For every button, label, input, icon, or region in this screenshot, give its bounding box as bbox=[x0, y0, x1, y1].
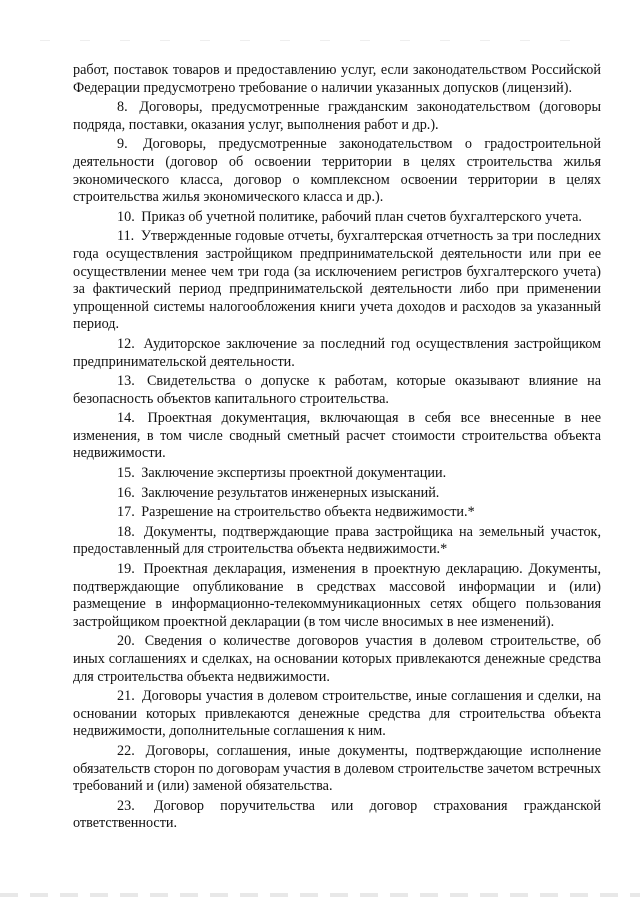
paragraph-text: Сведения о количестве договоров участия в долевом строительстве, об иных соглашениях и сделках, на основании которых привлекаются денежные средства для строительства объекта недвижимости. bbox=[73, 633, 602, 685]
paragraph-text: Утвержденные годовые отчеты, бухгалтерская отчетность за три последних года осуществления застройщиком предпринимательской деятельности или при ее осуществлении менее чем три года (за исключением регистров бухгалтерского учета) за фактический период предпринимательской деятельности либо при применении упрощенной системы налогообложения книги учета доходов и расходов за указанный период. bbox=[73, 228, 602, 333]
paragraph-number: 20. bbox=[117, 633, 135, 650]
paragraph-number: 10. bbox=[117, 208, 135, 225]
paragraph-number: 13. bbox=[117, 373, 135, 390]
document-body bbox=[73, 62, 601, 835]
paragraph-number: 19. bbox=[117, 561, 135, 578]
paragraph-number: 18. bbox=[117, 523, 135, 540]
paragraph-8 bbox=[73, 99, 601, 134]
paragraph-15 bbox=[73, 465, 601, 483]
paragraph-number: 17. bbox=[117, 504, 135, 521]
paragraph-number: 9. bbox=[117, 136, 128, 153]
paragraph-number: 12. bbox=[117, 335, 135, 352]
paragraph-19 bbox=[73, 561, 601, 631]
paragraph-number: 14. bbox=[117, 410, 135, 427]
paragraph-10 bbox=[73, 209, 601, 227]
paragraph-23 bbox=[73, 798, 601, 833]
paragraph-13 bbox=[73, 373, 601, 408]
paragraph-text: Документы, подтверждающие права застройщика на земельный участок, предоставленный для строительства объекта недвижимости.* bbox=[73, 523, 601, 558]
paragraph-text: Свидетельства о допуске к работам, которые оказывают влияние на безопасность объектов капитального строительства. bbox=[73, 373, 602, 407]
paragraph-number: 8. bbox=[117, 99, 128, 116]
paragraph-17 bbox=[73, 504, 601, 522]
paragraph-text: Аудиторское заключение за последний год осуществления застройщиком предпринимательской деятельности. bbox=[73, 335, 601, 370]
paragraph-text: Проектная документация, включающая в себя все внесенные в нее изменения, в том числе сводный сметный расчет стоимости строительства объекта недвижимости. bbox=[73, 410, 601, 462]
paragraph-12 bbox=[73, 336, 601, 371]
paragraph-number: 23. bbox=[117, 797, 135, 814]
paragraph-number: 22. bbox=[117, 742, 135, 759]
paragraph-continuation bbox=[73, 62, 601, 97]
paragraph-20 bbox=[73, 633, 601, 686]
paragraph-number: 16. bbox=[117, 484, 135, 501]
paragraph-14 bbox=[73, 410, 601, 463]
paragraph-text: Договоры, соглашения, иные документы, подтверждающие исполнение обязательств сторон по договорам участия в долевом строительстве зачетом встречных требований и (или) заменой обязательства. bbox=[73, 742, 602, 795]
paragraph-number: 11. bbox=[117, 228, 135, 245]
paragraph-text: Приказ об учетной политике, рабочий план счетов бухгалтерского учета. bbox=[141, 208, 582, 225]
paragraph-text: Договоры участия в долевом строительстве, иные соглашения и сделки, на основании которых привлекаются денежные средства для строительства объекта недвижимости, дополнительные соглашения к ним. bbox=[73, 688, 601, 740]
paragraph-18 bbox=[73, 524, 601, 559]
paragraph-text: Заключение результатов инженерных изысканий. bbox=[141, 484, 440, 501]
paragraph-text: Заключение экспертизы проектной документации. bbox=[141, 465, 447, 482]
scan-artifact-bottom bbox=[0, 893, 640, 897]
paragraph-number: 15. bbox=[117, 465, 135, 482]
paragraph-text: Договор поручительства или договор страхования гражданской ответственности. bbox=[73, 797, 601, 832]
paragraph-22 bbox=[73, 743, 601, 796]
scan-artifact-top bbox=[40, 40, 600, 41]
paragraph-text: Проектная декларация, изменения в проектную декларацию. Документы, подтверждающие опубликование в средствах массовой информации и (или) размещение в информационно-телекоммуникационных сетях общего пользования застройщиком проектной декларации (в том числе вносимых в нее изменений). bbox=[73, 561, 601, 630]
paragraph-text: Договоры, предусмотренные гражданским законодательством (договоры подряда, поставки, оказания услуг, выполнения работ и др.). bbox=[73, 99, 601, 133]
paragraph-9 bbox=[73, 136, 601, 206]
paragraph-text: Разрешение на строительство объекта недвижимости.* bbox=[141, 504, 475, 521]
paragraph-text: работ, поставок товаров и предоставлению услуг, если законодательством Российской Федерации предусмотрено требование о наличии указанных допусков (лицензий). bbox=[73, 62, 601, 96]
paragraph-16 bbox=[73, 485, 601, 503]
paragraph-number: 21. bbox=[117, 688, 135, 705]
paragraph-text: Договоры, предусмотренные законодательством о градостроительной деятельности (договор об освоении территории в целях строительства жилья экономического класса, договор о комплексном освоении территории в целях строительства жилья экономического класса и др.). bbox=[73, 136, 601, 206]
paragraph-21 bbox=[73, 688, 601, 741]
paragraph-11 bbox=[73, 228, 601, 334]
